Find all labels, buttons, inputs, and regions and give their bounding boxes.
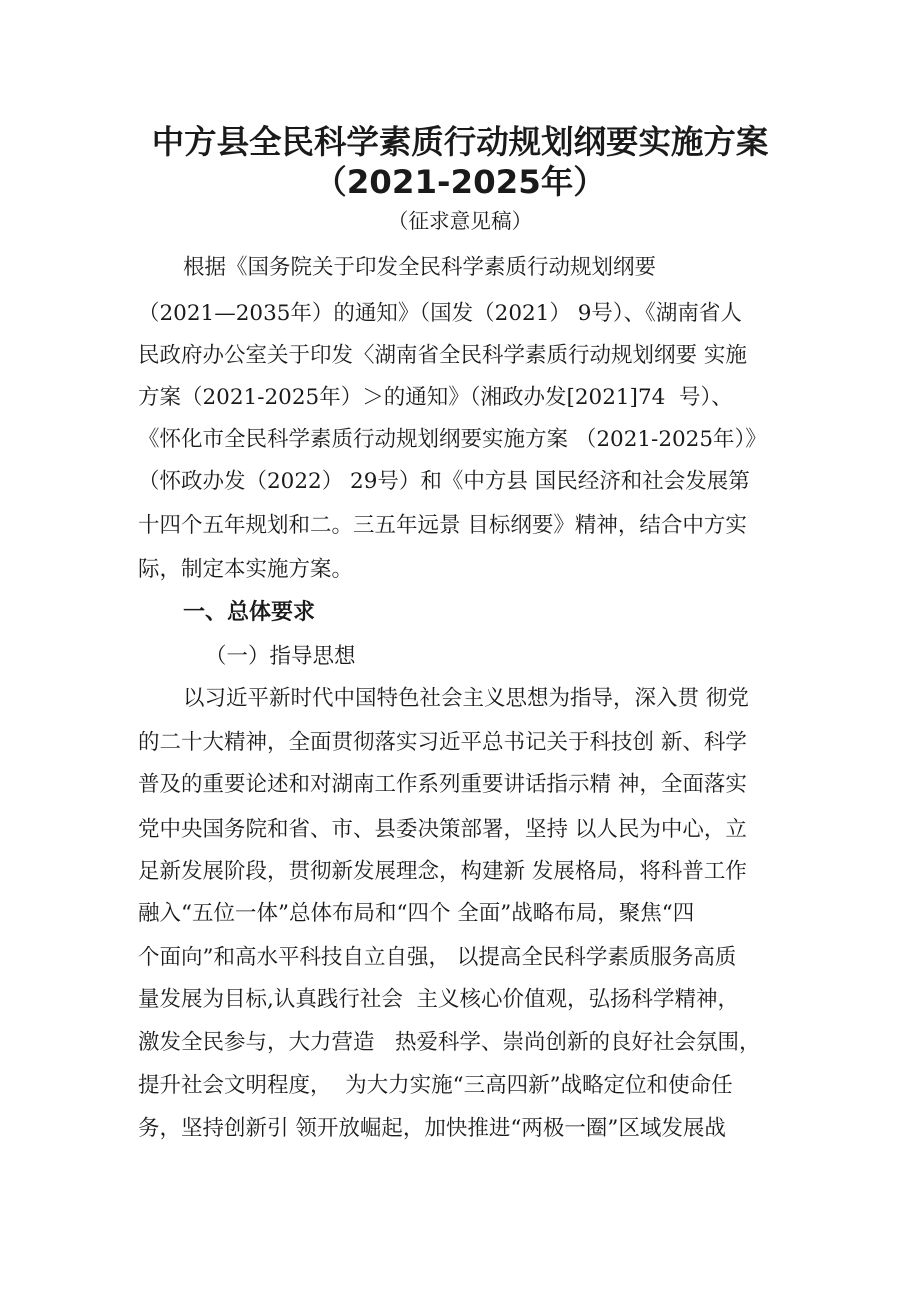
body-line: 以习近平新时代中国特色社会主义思想为指导，深入贯 彻党 — [183, 686, 749, 711]
section-heading: 一、总体要求 — [183, 600, 316, 625]
intro-line: 《怀化市全民科学素质行动规划纲要实施方案 （2021-2025年）》 — [138, 427, 767, 452]
intro-line: 际，制定本实施方案。 — [138, 557, 354, 582]
body-line: 量发展为目标,认真践行社会 主义核心价值观，弘扬科学精神， — [138, 987, 740, 1012]
body-line: 务，坚持创新引 领开放崛起，加快推进“两极一圈”区域发展战 — [138, 1116, 726, 1141]
subsection-heading: （一）指导思想 — [205, 644, 356, 669]
body-line: 足新发展阶段，贯彻新发展理念，构建新 发展格局，将科普工作 — [138, 859, 747, 884]
document-title-years: （2021-2025年） — [314, 163, 606, 201]
intro-line: （2021—2035年）的通知》（国发（2021） 9号）、《湖南省人 — [138, 301, 742, 326]
body-line: 普及的重要论述和对湖南工作系列重要讲话指示精 神，全面落实 — [138, 772, 747, 797]
intro-line: 民政府办公室关于印发〈湖南省全民科学素质行动规划纲要 实施 — [138, 343, 747, 368]
body-line: 激发全民参与，大力营造 热爱科学、崇尚创新的良好社会氛围， — [138, 1030, 761, 1055]
body-line: 提升社会文明程度， 为大力实施“三高四新”战略定位和使命任 — [138, 1073, 733, 1098]
body-line: 党中央国务院和省、市、县委决策部署，坚持 以人民为中心，立 — [138, 817, 747, 842]
intro-line: （怀政办发（2022） 29号）和《中方县 国民经济和社会发展第 — [138, 469, 750, 494]
intro-line: 根据《国务院关于印发全民科学素质行动规划纲要 — [183, 255, 657, 280]
body-line: 融入“五位一体”总体布局和“四个 全面”战略布局，聚焦“四 — [138, 901, 695, 926]
body-line: 的二十大精神，全面贯彻落实习近平总书记关于科技创 新、科学 — [138, 730, 747, 755]
intro-line: 方案（2021-2025年）＞的通知》（湘政办发[2021]74 号）、 — [138, 385, 733, 410]
body-line: 个面向”和高水平科技自立自强， 以提高全民科学素质服务高质 — [138, 945, 737, 970]
intro-line: 十四个五年规划和二。三五年远景 目标纲要》精神，结合中方实 — [138, 513, 747, 538]
document-title: 中方县全民科学素质行动规划纲要实施方案 — [151, 123, 769, 161]
draft-label: （征求意见稿） — [387, 209, 533, 233]
